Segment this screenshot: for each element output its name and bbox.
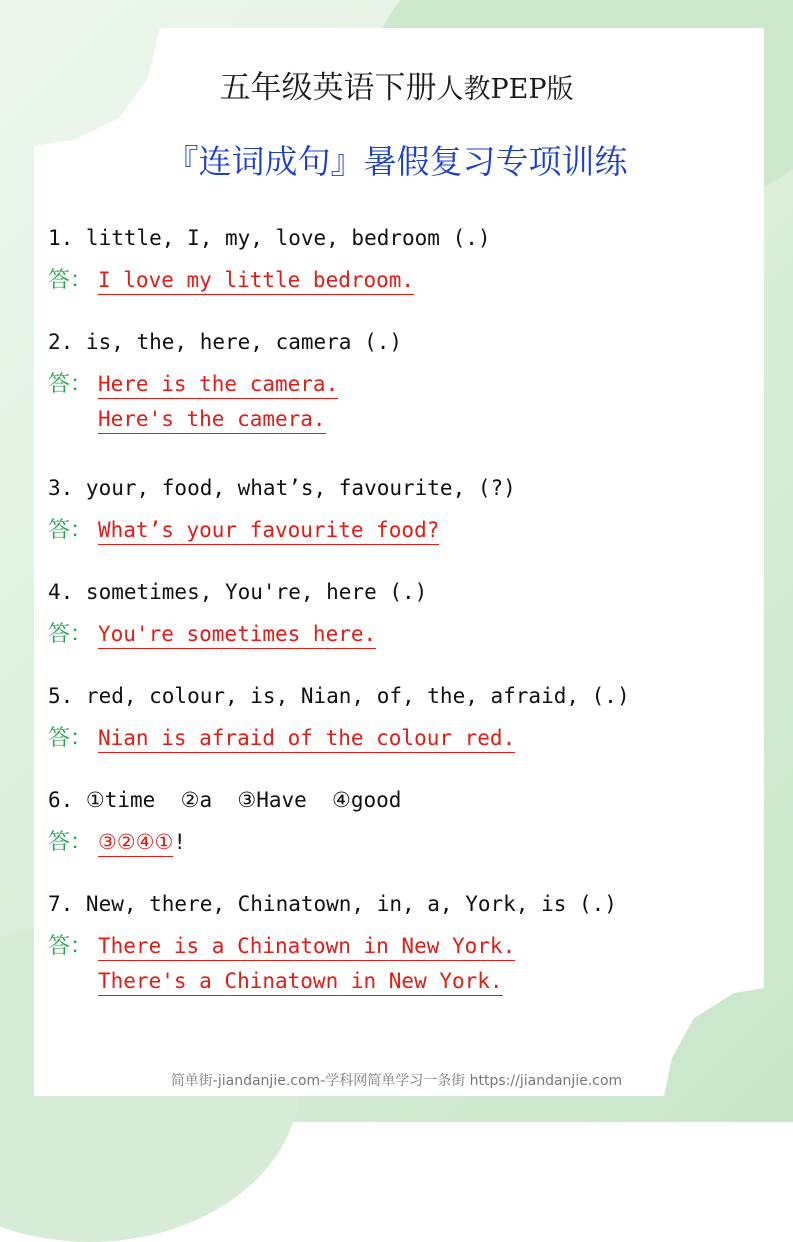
answer-row xyxy=(48,513,516,545)
answer-label: 答： xyxy=(48,268,93,293)
question-item-2 xyxy=(48,326,402,438)
answer-text: You're sometimes here. xyxy=(98,621,376,649)
footer-watermark: 简单街-jiandanjie.com-学科网简单学习一条街 https://jiandanjie.com xyxy=(170,1073,623,1089)
question-item-6 xyxy=(48,784,401,857)
question-item-4 xyxy=(48,576,427,649)
answer-row xyxy=(48,367,402,399)
title-grade: 五年级英语下册 xyxy=(219,70,437,106)
answer-row xyxy=(48,617,427,649)
answer-label: 答： xyxy=(48,726,93,751)
answer-label: 答： xyxy=(48,934,93,959)
question-text: 6. ①time ②a ③Have ④good xyxy=(48,788,402,812)
page-title xyxy=(0,62,793,107)
page-subtitle: 『连词成句』暑假复习专项训练 xyxy=(165,142,628,181)
title-edition: 人教PEP版 xyxy=(436,74,574,105)
answer-label: 答： xyxy=(48,830,93,855)
answer-row xyxy=(48,721,630,753)
answer-text: ③②④① xyxy=(98,829,173,857)
answer-text: Nian is afraid of the colour red. xyxy=(98,725,515,753)
answer-row-alt xyxy=(48,968,617,1000)
answer-label: 答： xyxy=(48,372,93,397)
question-item-1 xyxy=(48,222,491,295)
question-text: 4. sometimes, You're, here (.) xyxy=(48,580,428,604)
answer-label: 答： xyxy=(48,622,93,647)
answer-text-alt: Here's the camera. xyxy=(98,406,326,434)
answer-text: Here is the camera. xyxy=(98,371,338,399)
question-text: 7. New, there, Chinatown, in, a, York, is (.) xyxy=(48,892,617,916)
answer-row xyxy=(48,929,617,961)
question-text: 3. your, food, what’s, favourite, (?) xyxy=(48,476,516,500)
question-item-5 xyxy=(48,680,630,753)
answer-row xyxy=(48,263,491,295)
question-item-7 xyxy=(48,888,617,1000)
answer-text: I love my little bedroom. xyxy=(98,267,414,295)
answer-text: What’s your favourite food? xyxy=(98,517,439,545)
question-item-3 xyxy=(48,472,516,545)
answer-text-alt: There's a Chinatown in New York. xyxy=(98,968,503,996)
answer-label: 答： xyxy=(48,518,93,543)
question-text: 2. is, the, here, camera (.) xyxy=(48,330,403,354)
answer-row-alt xyxy=(48,406,402,438)
answer-row xyxy=(48,825,401,857)
answer-tail: ! xyxy=(173,830,186,854)
question-text: 5. red, colour, is, Nian, of, the, afraid, (.) xyxy=(48,684,630,708)
answer-text: There is a Chinatown in New York. xyxy=(98,933,515,961)
question-text: 1. little, I, my, love, bedroom (.) xyxy=(48,226,491,250)
